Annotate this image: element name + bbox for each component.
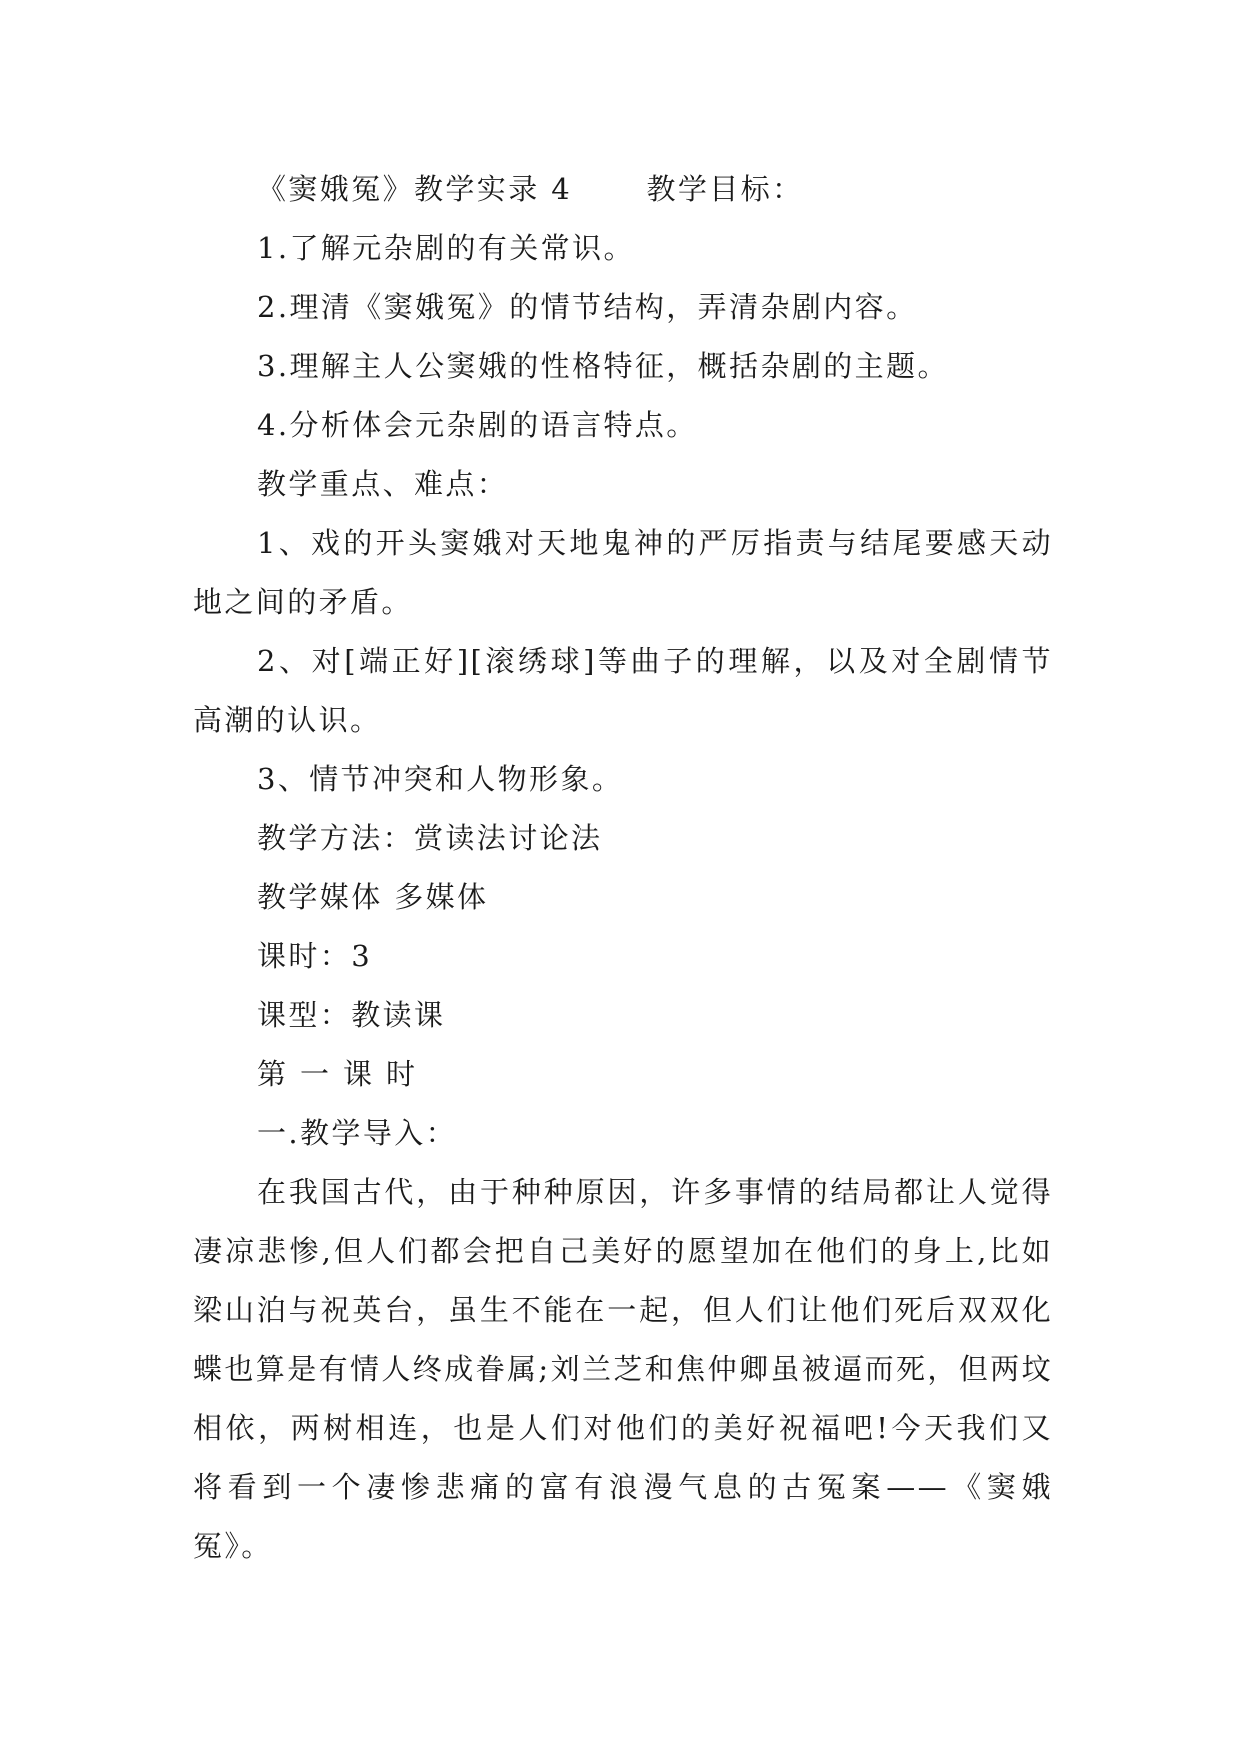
intro-heading: 一.教学导入：	[257, 1116, 458, 1150]
objective-item-4: 4.分析体会元杂剧的语言特点。	[257, 408, 698, 442]
lesson-type: 课型：教读课	[257, 998, 446, 1032]
objective-item-2: 2.理清《窦娥冤》的情节结构，弄清杂剧内容。	[257, 290, 918, 324]
class-hours: 课时：3	[257, 939, 373, 973]
key-point-1: 1、戏的开头窦娥对天地鬼神的严厉指责与结尾要感天动地之间的矛盾。	[193, 526, 1053, 619]
key-points-heading: 教学重点、难点：	[257, 467, 509, 501]
key-point-3: 3、情节冲突和人物形象。	[257, 762, 624, 796]
objective-item-1: 1.了解元杂剧的有关常识。	[257, 231, 635, 265]
key-point-2: 2、对[端正好][滚绣球]等曲子的理解，以及对全剧情节高潮的认识。	[193, 644, 1053, 737]
objective-item-3: 3.理解主人公窦娥的性格特征，概括杂剧的主题。	[257, 349, 949, 383]
document-title-line: 《窦娥冤》教学实录 4 教学目标：	[257, 172, 804, 206]
intro-paragraph: 在我国古代，由于种种原因，许多事情的结局都让人觉得凄凉悲惨,但人们都会把自己美好的愿望加在他们的身上,比如梁山泊与祝英台，虽生不能在一起，但人们让他们死后双双化蝶也算是有情人终成眷属;刘兰芝和焦仲卿虽被逼而死，但两坟相依，两树相连，也是人们对他们的美好祝福吧!今天我们又将看到一个凄惨悲痛的富有浪漫气息的古冤案——《窦娥冤》。	[193, 1175, 1053, 1563]
teaching-media: 教学媒体 多媒体	[257, 880, 489, 914]
document-body	[193, 160, 1053, 1576]
first-lesson-heading: 第 一 课 时	[257, 1057, 418, 1091]
teaching-method: 教学方法：赏读法讨论法	[257, 821, 603, 855]
